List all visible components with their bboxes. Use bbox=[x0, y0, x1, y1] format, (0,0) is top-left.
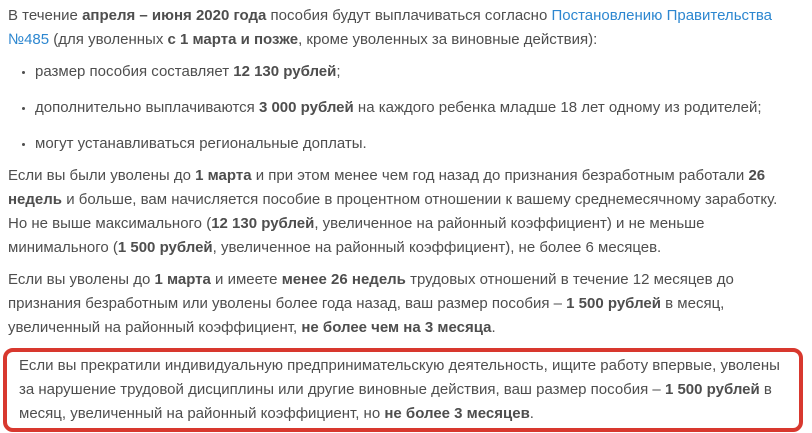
intro-paragraph: В течение апреля – июня 2020 года пособия будут выплачиваться согласно Постановлению Правительства №485 (для уволенных с 1 марта и позже, кроме уволенных за виновные действия): bbox=[8, 7, 773, 48]
benefit-item-regional: • могут устанавливаться региональные доплаты. bbox=[35, 132, 796, 156]
paragraph-dismissed-before-march-26-weeks: Если вы были уволены до 1 марта и при этом менее чем год назад до признания безработным работали 26 недель и больше, вам начисляется пособие в процентном отношении к вашему среднемесячному заработку. Но не выше максимального (12 130 рублей, увеличенное на районный коэффициент) и не меньше минимального (1 500 рублей, увеличенное на районный коэффициент), не более 6 месяцев. bbox=[8, 167, 778, 256]
highlighted-note-text: Если вы прекратили индивидуальную предпринимательскую деятельность, ищите работу впервые, уволены за нарушение трудовой дисциплины или другие виновные действия, ваш размер пособия – 1 500 рублей в месяц, увеличенный на районный коэффициент, но не более 3 месяцев. bbox=[19, 357, 780, 422]
decree-485-link[interactable]: Постановлению Правительства №485 bbox=[8, 7, 773, 48]
benefits-list bbox=[8, 60, 796, 156]
benefit-item-children: • дополнительно выплачиваются 3 000 рублей на каждого ребенка младше 18 лет одному из родителей; bbox=[35, 96, 796, 120]
benefit-item-amount: • размер пособия составляет 12 130 рублей; bbox=[35, 60, 796, 84]
paragraph-dismissed-before-march-less-26-weeks: Если вы уволены до 1 марта и имеете менее 26 недель трудовых отношений в течение 12 месяцев до признания безработным или уволены более года назад, ваш размер пособия – 1 500 рублей в месяц, увеличенный на районный коэффициент, не более чем на 3 месяца. bbox=[8, 271, 734, 336]
highlighted-note bbox=[3, 348, 803, 432]
